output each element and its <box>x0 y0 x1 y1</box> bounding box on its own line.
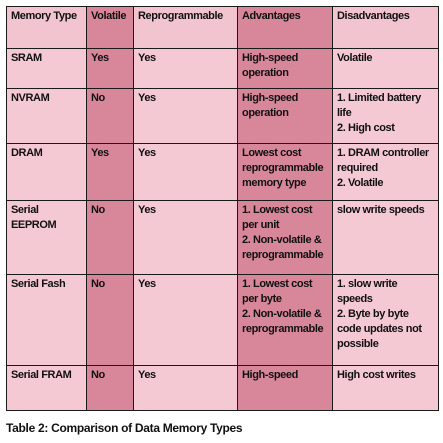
cell-volatile: No <box>87 274 134 365</box>
header-volatile: Volatile <box>87 7 134 49</box>
cell-disadvantages: 1. slow write speeds 2. Byte by byte code updates not possible <box>333 274 439 365</box>
cell-disadvantages: slow write speeds <box>333 200 439 274</box>
header-reprogrammable: Reprogrammable <box>134 7 238 49</box>
header-disadvantages: Disadvantages <box>333 7 439 49</box>
cell-reprogrammable: Yes <box>134 49 238 89</box>
memory-comparison-table <box>6 6 439 411</box>
cell-volatile: No <box>87 200 134 274</box>
cell-volatile: Yes <box>87 144 134 200</box>
header-memory-type: Memory Type <box>7 7 87 49</box>
cell-advantages: High-speed <box>238 365 333 410</box>
cell-disadvantages: 1. DRAM controller required 2. Volatile <box>333 144 439 200</box>
cell-disadvantages: Volatile <box>333 49 439 89</box>
cell-reprogrammable: Yes <box>134 200 238 274</box>
cell-reprogrammable: Yes <box>134 144 238 200</box>
cell-advantages: High-speed operation <box>238 89 333 144</box>
table-row <box>7 274 439 365</box>
cell-advantages: High-speed operation <box>238 49 333 89</box>
table-row <box>7 200 439 274</box>
cell-volatile: Yes <box>87 49 134 89</box>
table-row <box>7 365 439 410</box>
cell-volatile: No <box>87 89 134 144</box>
header-advantages: Advantages <box>238 7 333 49</box>
table-row <box>7 89 439 144</box>
cell-memory-type: Serial FRAM <box>7 365 87 410</box>
table-row <box>7 49 439 89</box>
cell-reprogrammable: Yes <box>134 365 238 410</box>
cell-memory-type: Serial EEPROM <box>7 200 87 274</box>
cell-reprogrammable: Yes <box>134 89 238 144</box>
cell-advantages: Lowest cost reprogrammable memory type <box>238 144 333 200</box>
cell-advantages: 1. Lowest cost per unit 2. Non-volatile & reprogrammable <box>238 200 333 274</box>
table-header-row <box>7 7 439 49</box>
cell-volatile: No <box>87 365 134 410</box>
table-caption: Table 2: Comparison of Data Memory Types <box>6 421 243 435</box>
cell-memory-type: DRAM <box>7 144 87 200</box>
cell-memory-type: Serial Fash <box>7 274 87 365</box>
table-row <box>7 144 439 200</box>
cell-advantages: 1. Lowest cost per byte 2. Non-volatile & reprogrammable <box>238 274 333 365</box>
cell-disadvantages: High cost writes <box>333 365 439 410</box>
cell-memory-type: SRAM <box>7 49 87 89</box>
cell-memory-type: NVRAM <box>7 89 87 144</box>
cell-reprogrammable: Yes <box>134 274 238 365</box>
cell-disadvantages: 1. Limited battery life 2. High cost <box>333 89 439 144</box>
